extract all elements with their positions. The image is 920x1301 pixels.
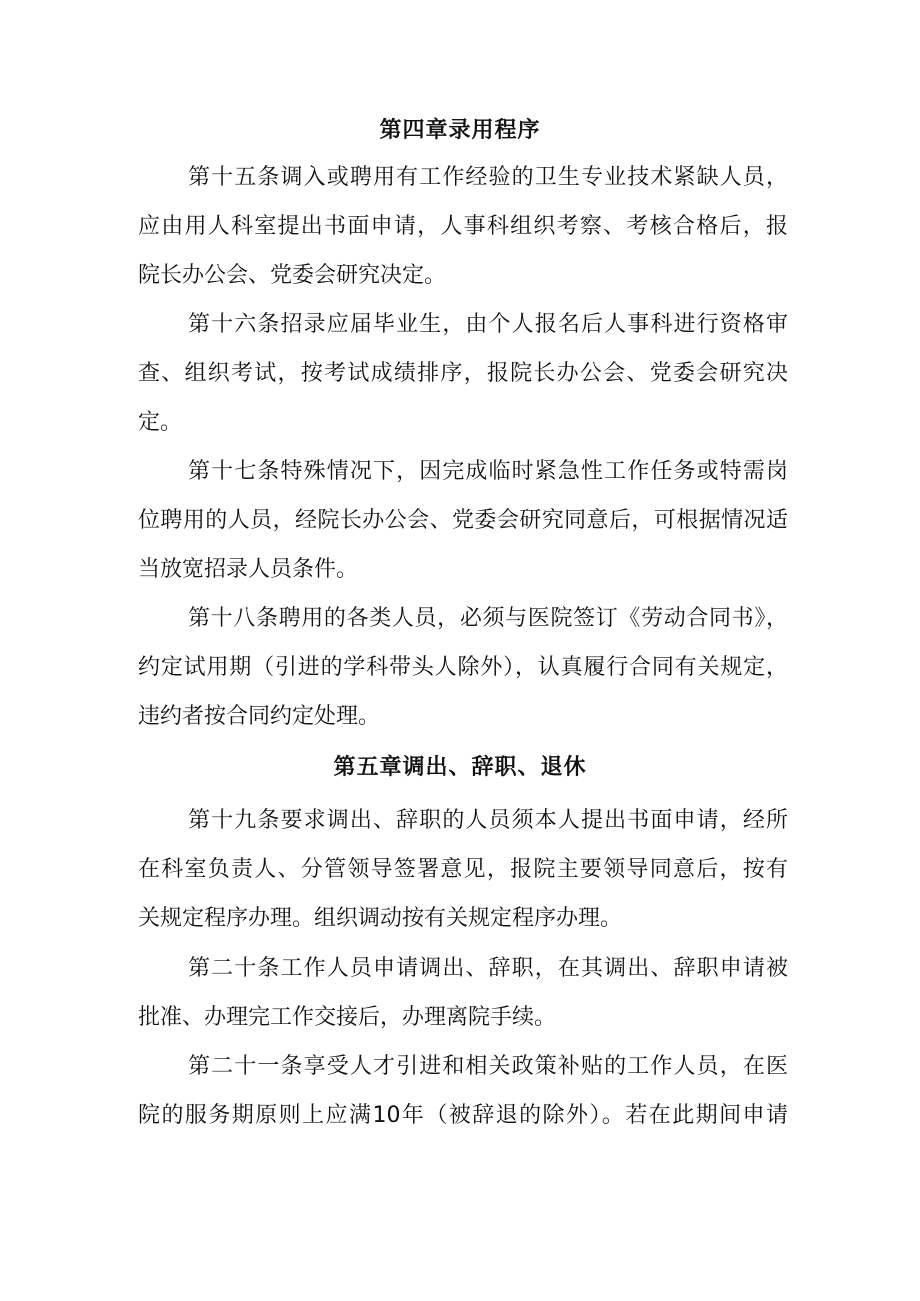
- article-20-line-2: 批准、办理完工作交接后，办理离院手续。: [138, 1005, 557, 1030]
- article-21-line-2: 院的服务期原则上应满10年（被辞退的除外）。若在此期间申请: [138, 1103, 788, 1128]
- article-15-line-2: 应由用人科室提出书面申请，人事科组织考察、考核合格后，报: [138, 214, 788, 239]
- article-19-line-2: 在科室负责人、分管领导签署意见，报院主要领导同意后，按有: [138, 857, 788, 882]
- article-17-line-2: 位聘用的人员，经院长办公会、党委会研究同意后，可根据情况适: [138, 508, 788, 533]
- article-17-line-1: 第十七条特殊情况下，因完成临时紧急性工作任务或特需岗: [188, 459, 788, 484]
- article-15-line-1: 第十五条调入或聘用有工作经验的卫生专业技术紧缺人员，: [188, 165, 788, 190]
- article-19-line-3: 关规定程序办理。组织调动按有关规定程序办理。: [138, 906, 623, 931]
- article-17-line-3: 当放宽招录人员条件。: [138, 557, 359, 582]
- article-15-line-3: 院长办公会、党委会研究决定。: [138, 263, 447, 288]
- chapter-4-title: 第四章录用程序: [379, 118, 541, 143]
- article-18-line-1: 第十八条聘用的各类人员，必须与医院签订《劳动合同书》，: [188, 606, 788, 631]
- article-21-line-1: 第二十一条享受人才引进和相关政策补贴的工作人员，在医: [188, 1054, 788, 1079]
- article-16-line-2: 查、组织考试，按考试成绩排序，报院长办公会、党委会研究决: [138, 361, 788, 386]
- article-18-line-2: 约定试用期（引进的学科带头人除外），认真履行合同有关规定，: [138, 655, 788, 680]
- article-18-line-3: 违约者按合同约定处理。: [138, 704, 381, 729]
- article-16-line-3: 定。: [138, 410, 183, 435]
- chapter-5-title: 第五章调出、辞职、退休: [333, 755, 587, 780]
- article-20-line-1: 第二十条工作人员申请调出、辞职，在其调出、辞职申请被: [188, 956, 788, 981]
- article-16-line-1: 第十六条招录应届毕业生，由个人报名后人事科进行资格审: [188, 312, 788, 337]
- article-19-line-1: 第十九条要求调出、辞职的人员须本人提出书面申请，经所: [188, 808, 788, 833]
